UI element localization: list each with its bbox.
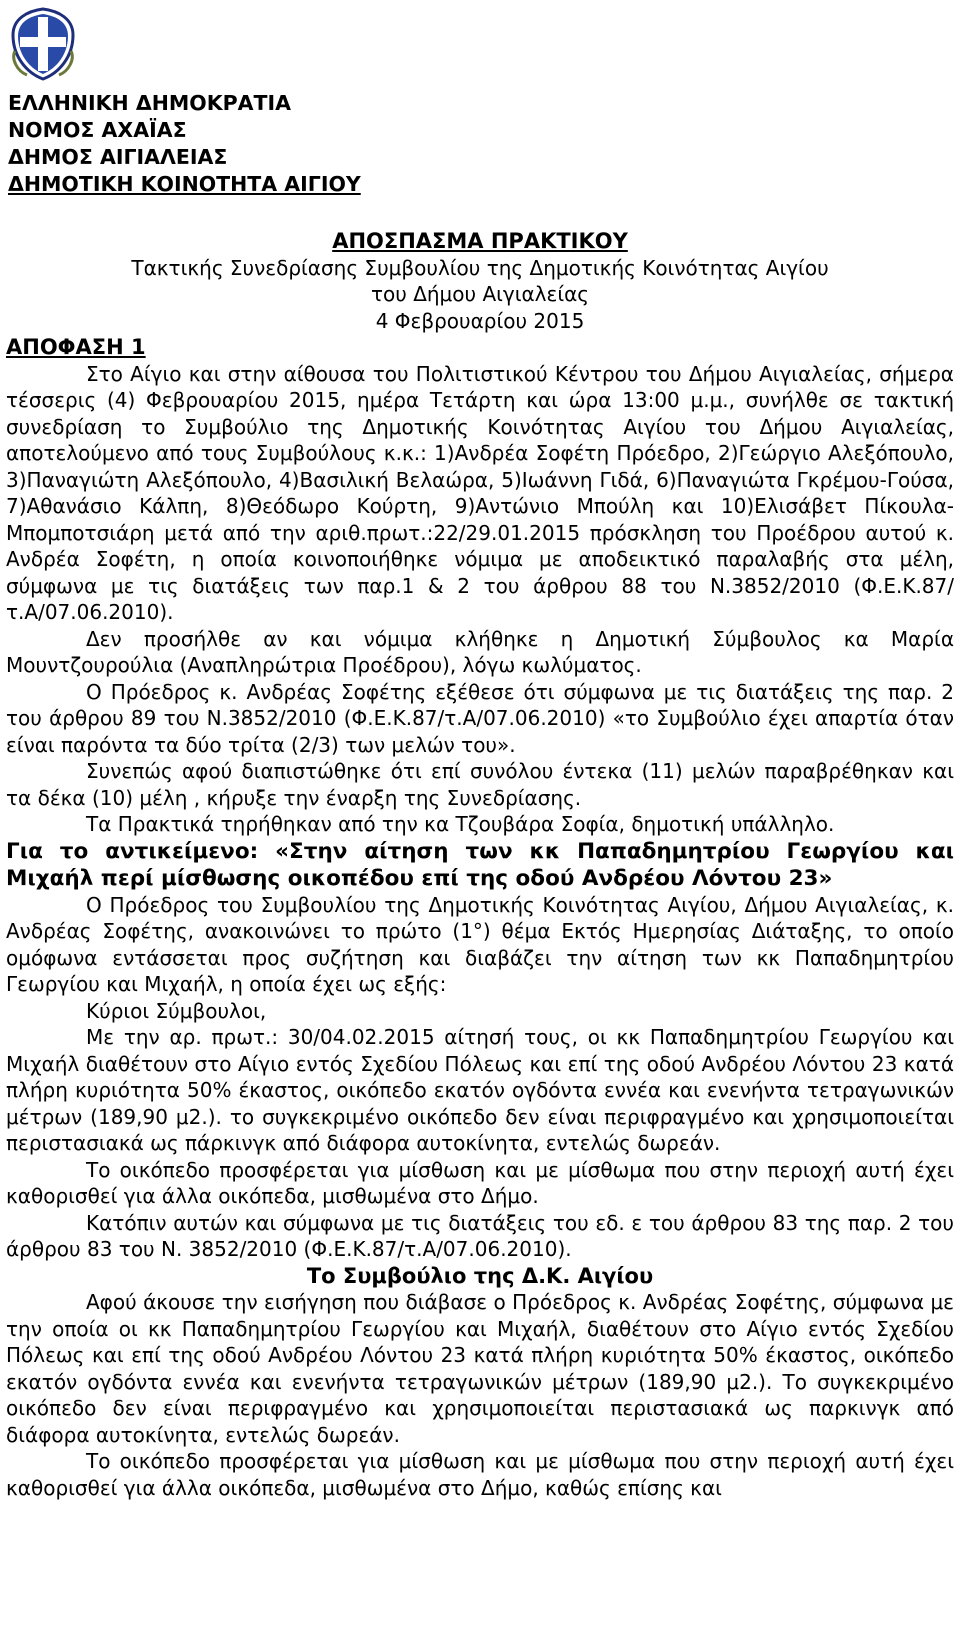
meeting-date: 4 Φεβρουαρίου 2015: [375, 308, 585, 333]
paragraph-council-considered: Αφού άκουσε την εισήγηση που διάβασε ο Πρόεδρος κ. Ανδρέας Σοφέτης, σύμφωνα με την οποία οι κκ Παπαδημητρίου Γεωργίου και Μιχαήλ, διαθέτουν στο Αίγιο εντός Σχεδίου Πόλεως και επί της οδού Ανδρέου Λόντου 23 κατά πλήρη κυριότητα 50% έκαστος, οικόπεδο εκατόν ογδόντα εννέα και ενενήντα τετραγωνικών μέτρων (189,90 μ2.). Το συγκεκριμένο οικόπεδο δεν είναι περιφραγμένο και χρησιμοποιείται περιστασιακά ως παρκινγκ από διάφορα αυτοκίνητα, εντελώς δωρεάν.: [6, 1290, 954, 1447]
decision-number: ΑΠΟΦΑΣΗ 1: [6, 335, 146, 359]
document-subtitle-line2: του Δήμου Αιγιαλείας: [370, 282, 590, 306]
issuer-header: [8, 90, 608, 198]
subject-heading: Για το αντικείμενο: «Στην αίτηση των κκ Παπαδημητρίου Γεωργίου και Μιχαήλ περί μίσθωσης οικοπέδου επί της οδού Ανδρέου Λόντου 23»: [6, 838, 954, 891]
paragraph-absence: Δεν προσήλθε αν και νόμιμα κλήθηκε η Δημοτική Σύμβουλος κα Μαρία Μουντζουρούλια (Αναπληρώτρια Προέδρου), λόγω κωλύματος.: [6, 626, 954, 677]
paragraph-council-offer: Το οικόπεδο προσφέρεται για μίσθωση και με μίσθωμα που στην περιοχή αυτή έχει καθορισθεί για άλλα οικόπεδα, μισθωμένα στο Δήμο, καθώς επίσης και: [6, 1449, 954, 1500]
paragraph-request: Με την αρ. πρωτ.: 30/04.02.2015 αίτησή τους, οι κκ Παπαδημητρίου Γεωργίου και Μιχαήλ διαθέτουν στο Αίγιο εντός Σχεδίου Πόλεως και επί της οδού Ανδρέου Λόντου 23 κατά πλήρη κυριότητα 50% έκαστος, οικόπεδο εκατόν ογδόντα εννέα και ενενήντα τετραγωνικών μέτρων (189,90 μ2.). το συγκεκριμένο οικόπεδο δεν είναι περιφραγμένο και χρησιμοποιείται περιστασιακά ως πάρκινγκ από διάφορα αυτοκίνητα, εντελώς δωρεάν.: [6, 1025, 954, 1155]
paragraph-offer: Το οικόπεδο προσφέρεται για μίσθωση και με μίσθωμα που στην περιοχή αυτή έχει καθορισθεί για άλλα οικόπεδα, μισθωμένα στο Δήμο.: [6, 1157, 954, 1208]
paragraph-quorum: Ο Πρόεδρος κ. Ανδρέας Σοφέτης εξέθεσε ότι σύμφωνα με τις διατάξεις της παρ. 2 του άρθρου 89 του Ν.3852/2010 (Φ.Ε.Κ.87/τ.Α/07.06.2010) «το Συμβούλιο έχει απαρτία όταν είναι παρόντα τα δύο τρίτα (2/3) των μελών του».: [6, 679, 954, 757]
header-country: ΕΛΛΗΝΙΚΗ ΔΗΜΟΚΡΑΤΙΑ: [8, 91, 291, 115]
document-body: [6, 228, 954, 1501]
paragraph-salutation: Κύριοι Σύμβουλοι,: [86, 998, 267, 1023]
header-community: ΔΗΜΟΤΙΚΗ ΚΟΙΝΟΤΗΤΑ ΑΙΓΙΟΥ: [8, 172, 361, 196]
council-heading: Το Συμβούλιο της Δ.Κ. Αιγίου: [306, 1263, 654, 1288]
paragraph-opening: Συνεπώς αφού διαπιστώθηκε ότι επί συνόλου έντεκα (11) μελών παραβρέθηκαν και τα δέκα (10) μέλη , κήρυξε την έναρξη της Συνεδρίασης.: [6, 759, 954, 810]
document-title: ΑΠΟΣΠΑΣΜΑ ΠΡΑΚΤΙΚΟΥ: [332, 229, 628, 253]
paragraph-attendance: Στο Αίγιο και στην αίθουσα του Πολιτιστικού Κέντρου του Δήμου Αιγιαλείας, σήμερα τέσσερις (4) Φεβρουαρίου 2015, ημέρα Τετάρτη και ώρα 13:00 μ.μ., συνήλθε σε τακτική συνεδρίαση το Συμβούλιο της Δημοτικής Κοινότητας Αιγίου του Δήμου Αιγιαλείας, αποτελούμενο από τους Συμβούλους κ.κ.: 1)Ανδρέα Σοφέτη Πρόεδρο, 2)Γεώργιο Αλεξόπουλο, 3)Παναγιώτη Αλεξόπουλο, 4)Βασιλική Βελαώρα, 5)Ιωάννη Γιδά, 6)Παναγιώτα Γκρέμου-Γούσα, 7)Αθανάσιο Κάλπη, 8)Θεόδωρο Κούρτη, 9)Αντώνιο Μπούλη και 10)Ελισάβετ Πίκουλα-Μπομποτσιάρη μετά από την αριθ.πρωτ.:22/29.01.2015 πρόσκληση του Προέδρου αυτού κ. Ανδρέα Σοφέτη, η οποία κοινοποιήθηκε νόμιμα με αποδεικτικό παραλαβής στα μέλη, σύμφωνα με τις διατάξεις των παρ.1 & 2 του άρθρου 88 του Ν.3852/2010 (Φ.Ε.Κ.87/τ.Α/07.06.2010).: [6, 361, 954, 624]
paragraph-announcement: Ο Πρόεδρος του Συμβουλίου της Δημοτικής Κοινότητας Αιγίου, Δήμου Αιγιαλείας, κ. Ανδρέας Σοφέτης, ανακοινώνει το πρώτο (1°) θέμα Εκτός Ημερησίας Διάταξης, το οποίο ομόφωνα εντάσσεται προς συζήτηση και διαβάζει την αίτηση των κκ Παπαδημητρίου Γεωργίου και Μιχαήλ, η οποία έχει ως εξής:: [6, 892, 954, 996]
header-municipality: ΔΗΜΟΣ ΑΙΓΙΑΛΕΙΑΣ: [8, 145, 228, 169]
header-prefecture: ΝΟΜΟΣ ΑΧΑΪΑΣ: [8, 118, 187, 142]
greek-coat-of-arms-icon: [7, 5, 79, 83]
paragraph-legal-basis: Κατόπιν αυτών και σύμφωνα με τις διατάξεις του εδ. ε του άρθρου 83 της παρ. 2 του άρθρου 83 του Ν. 3852/2010 (Φ.Ε.Κ.87/τ.Α/07.06.2010).: [6, 1210, 954, 1261]
paragraph-minutes: Τα Πρακτικά τηρήθηκαν από την κα Τζουβάρα Σοφία, δημοτική υπάλληλο.: [86, 812, 835, 836]
document-subtitle-line1: Τακτικής Συνεδρίασης Συμβουλίου της Δημοτικής Κοινότητας Αιγίου: [131, 255, 829, 280]
